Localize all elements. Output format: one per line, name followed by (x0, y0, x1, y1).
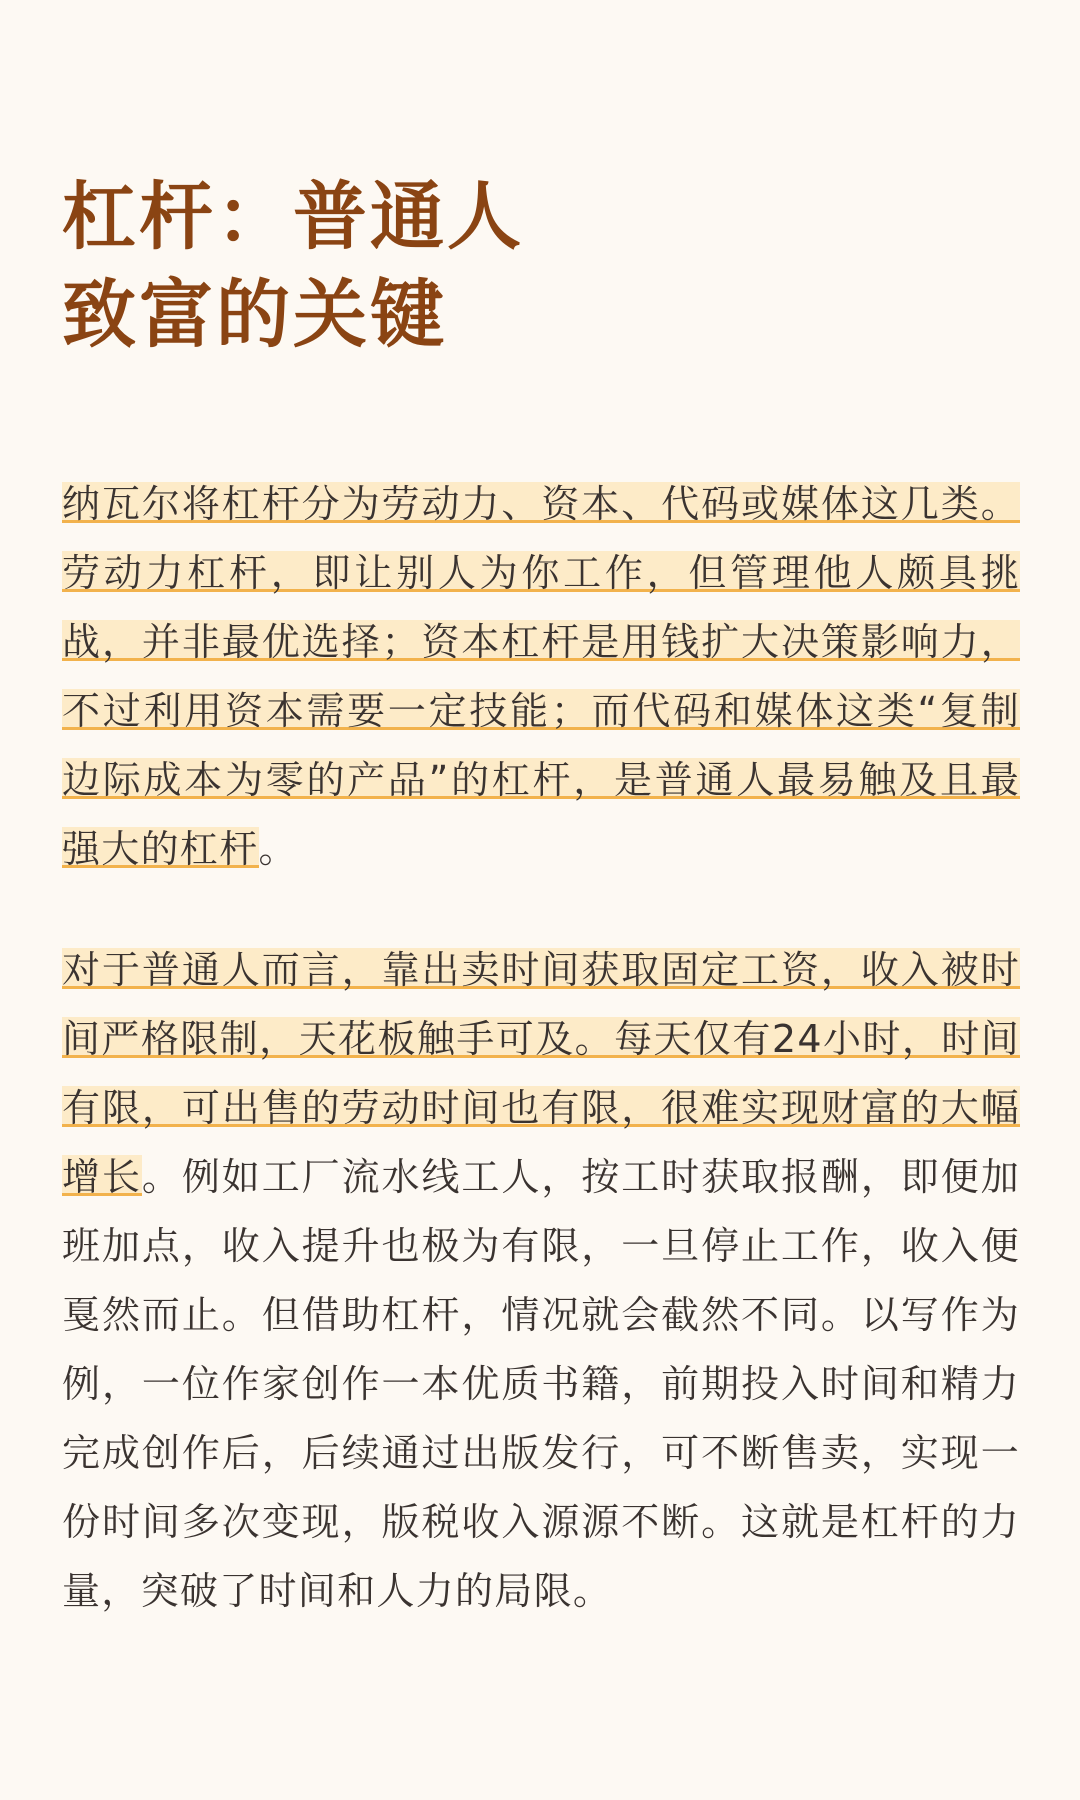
plain-text: 。 (258, 827, 298, 871)
paragraph-time-limits (62, 936, 1020, 1626)
title-line-2: 致富的关键 (62, 272, 447, 358)
highlighted-text: 纳瓦尔将杠杆分为劳动力、资本、代码或媒体这几类。劳动力杠杆，即让别人为你工作，但管理他人颇具挑战，并非最优选择；资本杠杆是用钱扩大决策影响力，不过利用资本需要一定技能；而代码和媒体这类“复制边际成本为零的产品”的杠杆，是普通人最易触及且最强大的杠杆 (62, 482, 1020, 871)
title-line-1: 杠杆：普通人 (62, 174, 524, 260)
highlighted-text: 对于普通人而言，靠出卖时间获取固定工资，收入被时间严格限制，天花板触手可及。每天仅有24小时，时间有限，可出售的劳动时间也有限，很难实现财富的大幅增长 (62, 948, 1020, 1199)
paragraph-leverage-types (62, 470, 1020, 884)
article-title (62, 168, 1020, 364)
plain-text: 。例如工厂流水线工人，按工时获取报酬，即便加班加点，收入提升也极为有限，一旦停止工作，收入便戛然而止。但借助杠杆，情况就会截然不同。以写作为例，一位作家创作一本优质书籍，前期投入时间和精力完成创作后，后续通过出版发行，可不断售卖，实现一份时间多次变现，版税收入源源不断。这就是杠杆的力量，突破了时间和人力的局限。 (62, 1155, 1020, 1613)
